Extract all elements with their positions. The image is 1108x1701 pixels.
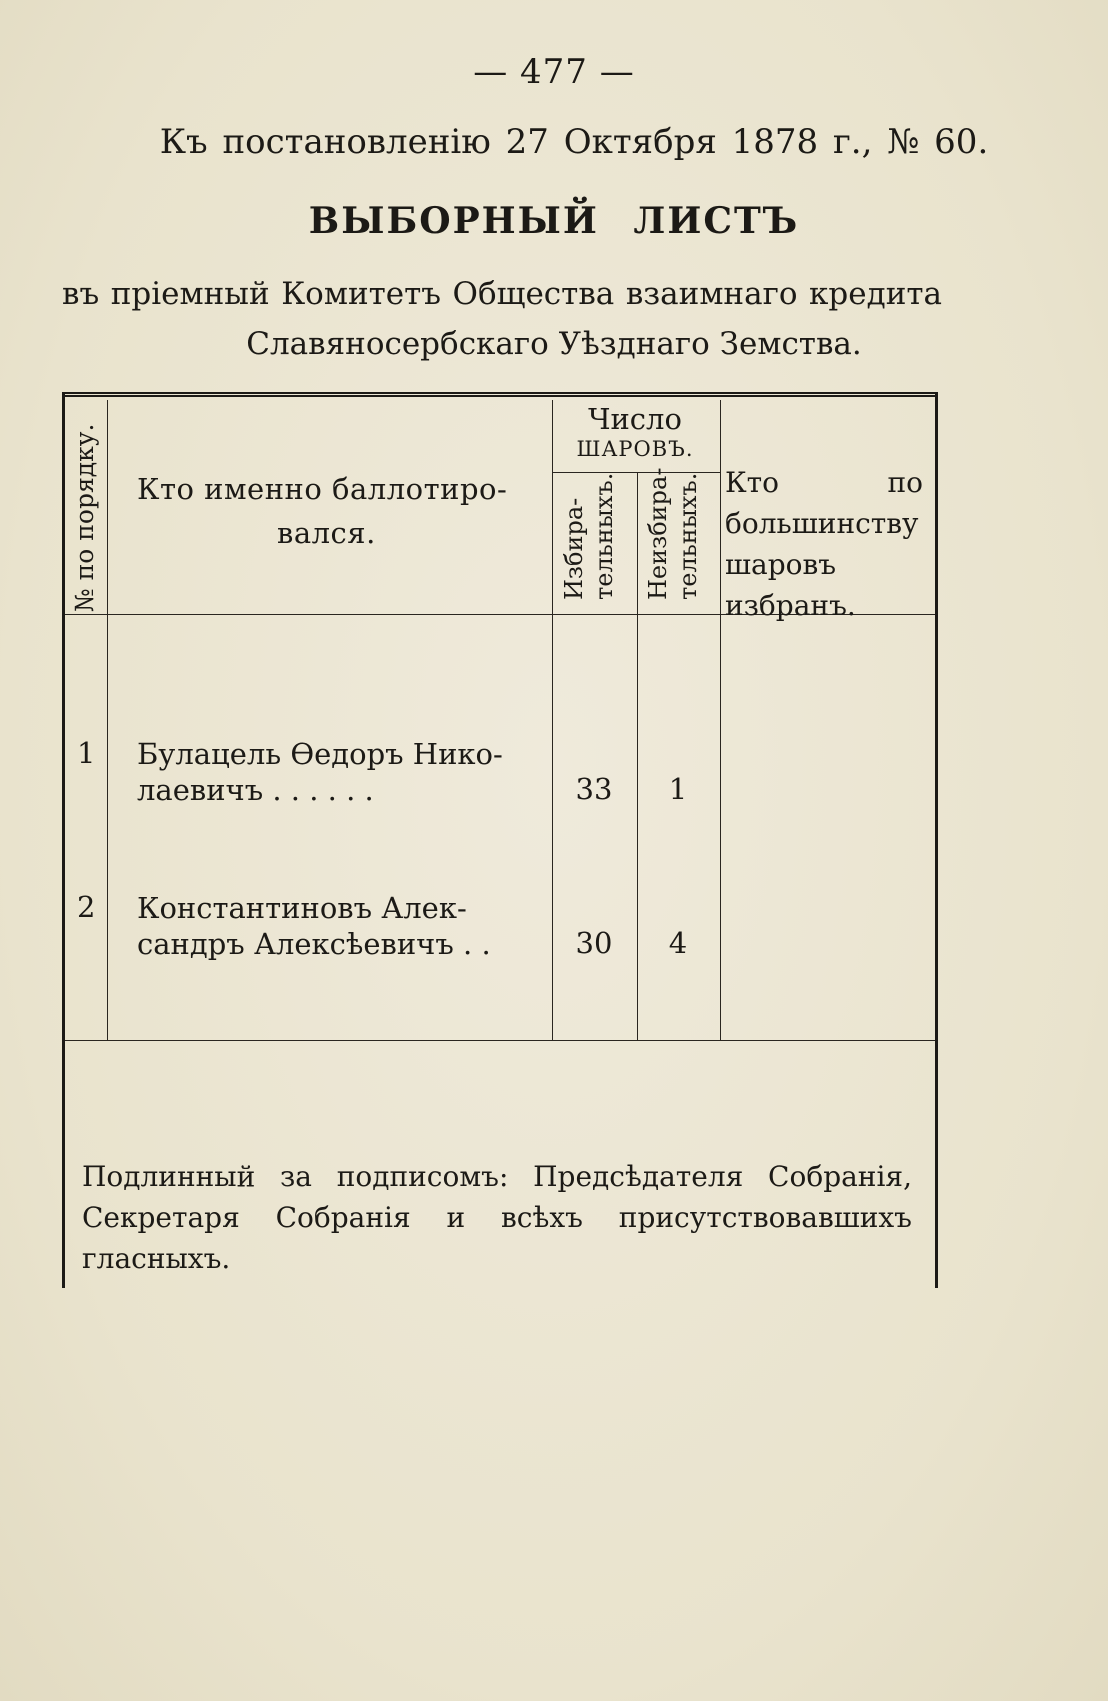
row-1-candidate [137, 736, 517, 808]
row-1-candidate-line-1: Булацель Ѳедоръ Нико- [137, 737, 503, 771]
signature-note-line-1: Подлинный за подписомъ: Предсѣдателя Собранія, [82, 1160, 912, 1193]
table-bottom-rule [65, 1040, 935, 1041]
subtitle-line-1: въ пріемный Комитетъ Общества взаимнаго кредита [62, 276, 942, 312]
subtitle-line-2: Славяносербскаго Уѣзднаго Земства. [246, 326, 862, 362]
header-candidate-line-1: Кто именно баллотиро- [137, 472, 508, 506]
header-candidate [137, 467, 537, 555]
resolution-reference: Къ постановленію 27 Октября 1878 г., № 60. [159, 122, 989, 162]
row-2-candidate-line-1: Константиновъ Алек- [137, 891, 467, 925]
page-number: — 477 — [473, 52, 635, 92]
header-elected [725, 462, 923, 626]
header-candidate-line-2: вался. [277, 516, 376, 550]
header-number-label: № по порядку. [70, 423, 99, 612]
divider-number-column [107, 400, 108, 1040]
header-elected-label: Кто по большинству шаровъ избранъ. [725, 466, 923, 622]
signature-note-line-3: гласныхъ. [82, 1242, 231, 1275]
row-1-candidate-line-2: лаевичъ . . . . . . [137, 773, 374, 807]
row-1-for-votes: 33 [575, 772, 613, 806]
ballot-table [62, 392, 938, 1288]
sheet-title: ВЫБОРНЫЙ ЛИСТЪ [308, 200, 800, 242]
signature-note-line-2: Секретаря Собранія и всѣхъ присутствовавшихъ [82, 1201, 912, 1234]
row-2-candidate-line-2: сандръ Алексѣевичъ . . [137, 927, 491, 961]
header-against-votes [643, 467, 703, 600]
row-1-number: 1 [77, 736, 96, 770]
header-for-votes-label: Избира- тельныхъ. [560, 472, 618, 600]
table-top-rule [62, 392, 938, 397]
header-number [65, 400, 107, 1055]
signature-note [82, 1156, 912, 1279]
divider-balls-column [720, 400, 721, 1040]
row-2-for-votes: 30 [575, 926, 613, 960]
divider-for-column [637, 472, 638, 1040]
row-2-number: 2 [77, 890, 96, 924]
header-balls-subtitle: ШАРОВЪ. [576, 437, 694, 461]
row-1-against-votes: 1 [668, 772, 688, 806]
header-balls [555, 402, 715, 462]
header-for-votes [559, 470, 619, 600]
header-balls-title: Число [588, 402, 682, 436]
row-2-against-votes: 4 [668, 926, 688, 960]
header-against-votes-label: Неизбира- тельныхъ. [644, 467, 702, 600]
row-2-candidate [137, 890, 517, 962]
divider-candidate-column [552, 400, 553, 1040]
